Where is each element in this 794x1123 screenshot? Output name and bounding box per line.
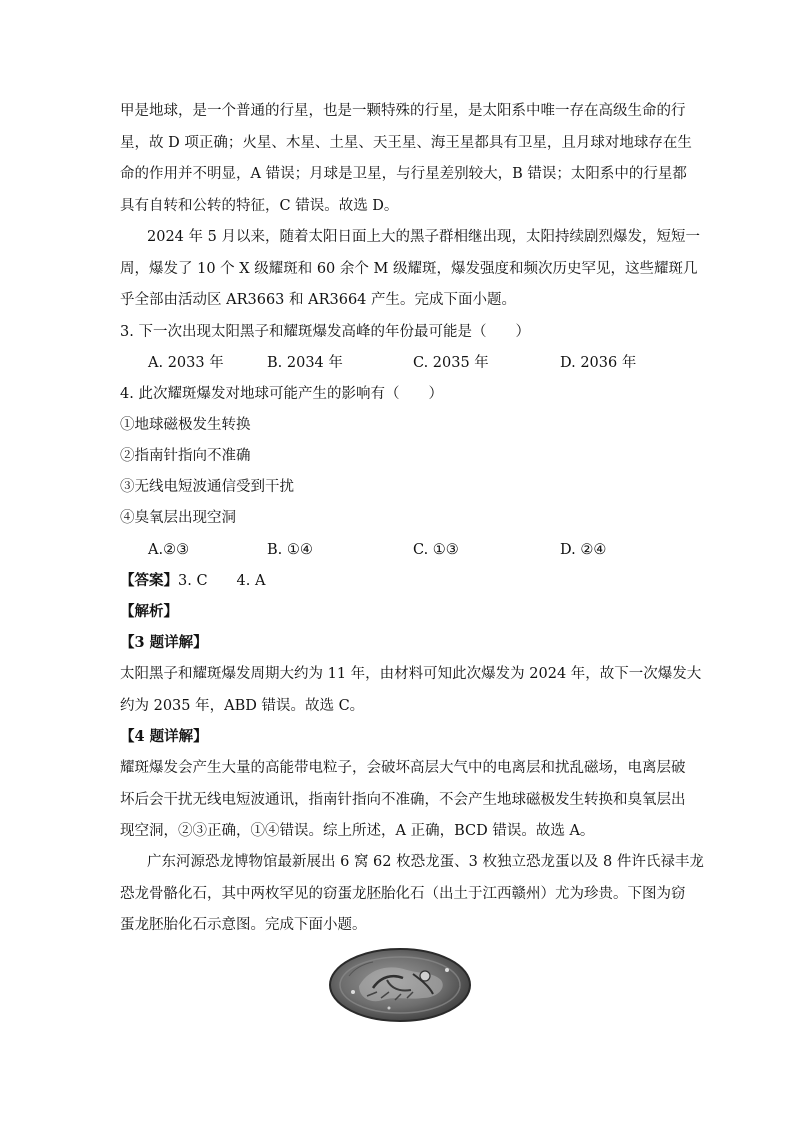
question4-stem: 4. 此次耀斑爆发对地球可能产生的影响有（ ） <box>120 386 443 402</box>
paragraph3-line: 蛋龙胚胎化石示意图。完成下面小题。 <box>120 917 367 933</box>
q4-item: ④臭氧层出现空洞 <box>120 510 236 526</box>
q3-option-b: B. 2034 年 <box>267 355 343 371</box>
paragraph1-line: 甲是地球，是一个普通的行星，也是一颗特殊的行星，是太阳系中唯一存在高级生命的行 <box>120 103 686 119</box>
paragraph2-line: 2024 年 5 月以来，随着太阳日面上大的黑子群相继出现，太阳持续剧烈爆发，短短一 <box>147 229 700 245</box>
answer-text: 3. C 4. A <box>178 573 266 589</box>
answer-label: 【答案】 <box>120 572 178 589</box>
paragraph1-line: 星，故 D 项正确；火星、木星、土星、天王星、海王星都具有卫星，且月球对地球存在生 <box>120 135 692 151</box>
analysis-label: 【解析】 <box>120 603 178 620</box>
q4-option-b: B. ①④ <box>267 542 313 558</box>
paragraph3-line: 恐龙骨骼化石，其中两枚罕见的窃蛋龙胚胎化石（出土于江西赣州）尤为珍贵。下图为窃 <box>120 886 686 902</box>
paragraph1-line: 命的作用并不明显，A 错误；月球是卫星，与行星差别较大，B 错误；太阳系中的行星都 <box>120 166 687 182</box>
q3-option-a: A. 2033 年 <box>148 355 224 371</box>
q4-item: ③无线电短波通信受到干扰 <box>120 479 294 495</box>
paragraph1-line: 具有自转和公转的特征，C 错误。故选 D。 <box>120 198 399 214</box>
q4-option-a: A.②③ <box>148 542 190 558</box>
q4-option-c: C. ①③ <box>413 542 459 558</box>
detail4-line: 现空洞，②③正确，①④错误。综上所述，A 正确，BCD 错误。故选 A。 <box>120 823 595 839</box>
q3-option-c: C. 2035 年 <box>413 355 489 371</box>
detail3-label: 【3 题详解】 <box>120 634 208 651</box>
q4-option-d: D. ②④ <box>560 542 607 558</box>
oviraptor-embryo-fossil-image <box>329 946 472 1024</box>
paragraph2-line: 周，爆发了 10 个 X 级耀斑和 60 余个 M 级耀斑，爆发强度和频次历史罕见，这些耀斑几 <box>120 261 698 277</box>
q3-option-d: D. 2036 年 <box>560 355 637 371</box>
detail4-line: 耀斑爆发会产生大量的高能带电粒子，会破坏高层大气中的电离层和扰乱磁场，电离层破 <box>120 760 686 776</box>
paragraph3-line: 广东河源恐龙博物馆最新展出 6 窝 62 枚恐龙蛋、3 枚独立恐龙蛋以及 8 件许氏禄丰龙 <box>147 854 704 870</box>
question3-stem: 3. 下一次出现太阳黑子和耀斑爆发高峰的年份最可能是（ ） <box>120 324 530 340</box>
q4-item: ①地球磁极发生转换 <box>120 417 251 433</box>
detail4-label: 【4 题详解】 <box>120 728 208 745</box>
q4-item: ②指南针指向不准确 <box>120 448 251 464</box>
answer-line <box>120 571 265 591</box>
detail3-line: 约为 2035 年，ABD 错误。故选 C。 <box>120 698 365 714</box>
paragraph2-line: 乎全部由活动区 AR3663 和 AR3664 产生。完成下面小题。 <box>120 292 517 308</box>
detail3-line: 太阳黑子和耀斑爆发周期大约为 11 年，由材料可知此次爆发为 2024 年，故下一次爆发大 <box>120 666 702 682</box>
detail4-line: 坏后会干扰无线电短波通讯，指南针指向不准确，不会产生地球磁极发生转换和臭氧层出 <box>120 792 686 808</box>
